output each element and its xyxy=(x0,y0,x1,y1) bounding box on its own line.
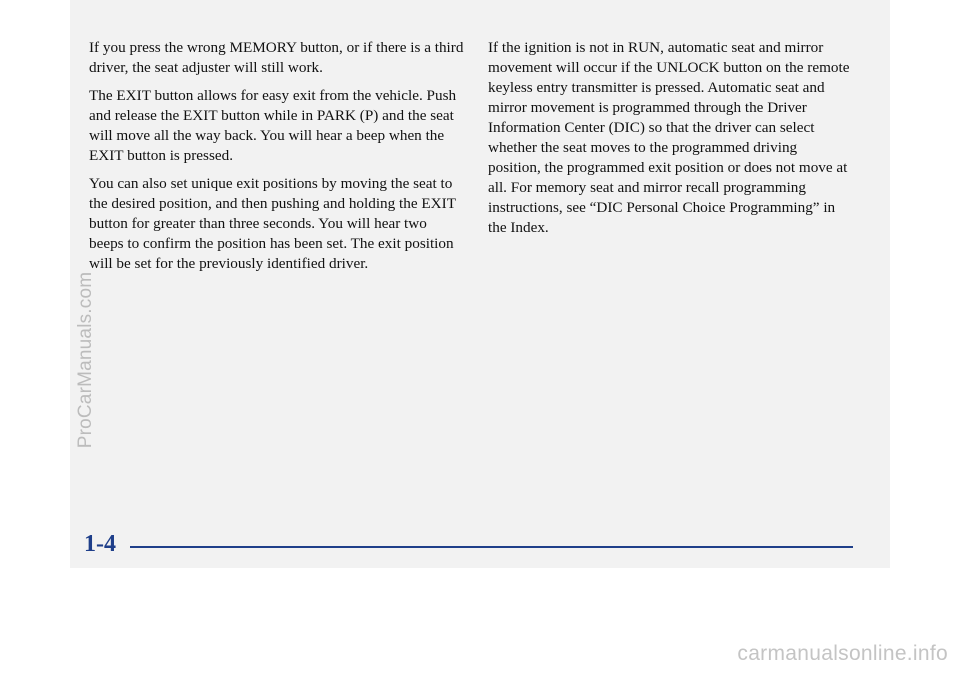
right-paragraph-1: If the ignition is not in RUN, automatic seat and mirror movement will occur if the UNLOCK button on the remote keyless entry transmitter is pressed. Automatic seat and mirror movement is programmed through the Driver Information Center (DIC) so that the driver can select whether the seat moves to the programmed driving position, the programmed exit position or does not move at all. For memory seat and mirror recall programming instructions, see “DIC Personal Choice Programming” in the Index. xyxy=(488,39,850,236)
left-paragraph-3: You can also set unique exit positions by moving the seat to the desired position, and then pushing and holding the EXIT button for greater than three seconds. You will hear two beeps to confirm the position has been set. The exit position will be set for the previously identified driver. xyxy=(89,175,456,272)
right-column xyxy=(488,38,850,246)
side-watermark: ProCarManuals.com xyxy=(75,271,96,449)
left-column xyxy=(89,38,464,282)
footer-brand: carmanualsonline.info xyxy=(737,642,948,665)
footer-rule xyxy=(130,546,853,548)
left-paragraph-2: The EXIT button allows for easy exit from the vehicle. Push and release the EXIT button while in PARK (P) and the seat will move all the way back. You will hear a beep when the EXIT button is pressed. xyxy=(89,87,457,164)
page-number: 1-4 xyxy=(84,531,116,557)
left-paragraph-1: If you press the wrong MEMORY button, or if there is a third driver, the seat adjuster will still work. xyxy=(89,39,464,76)
